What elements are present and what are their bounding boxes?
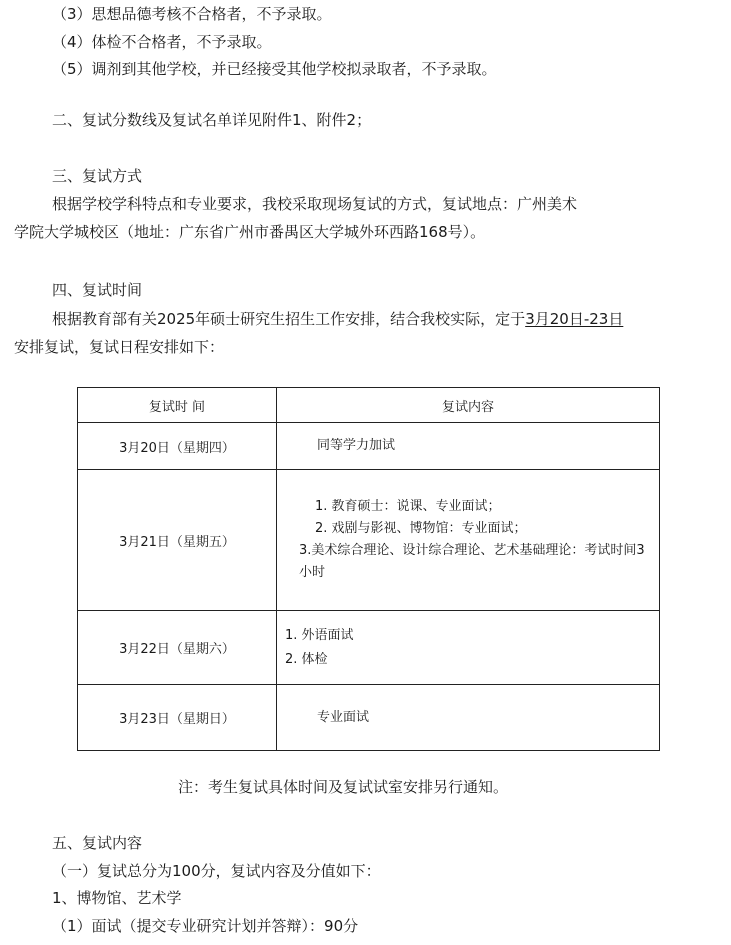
- content-line: 专业面试: [317, 709, 370, 725]
- table-row: [78, 685, 660, 751]
- row-date: 3月23日（星期日）: [78, 685, 277, 751]
- content-line: 同等学力加试: [317, 438, 396, 453]
- table-row: [78, 423, 660, 470]
- row-content: [277, 611, 660, 685]
- section-2-heading: 二、复试分数线及复试名单详见附件1、附件2；: [52, 111, 372, 129]
- section-4-heading: 四、复试时间: [52, 281, 143, 299]
- section-3-text-line2: 学院大学城校区（地址：广东省广州市番禺区大学城外环西路168号）。: [14, 223, 486, 241]
- schedule-table: [77, 387, 660, 751]
- exam-date-range: 3月20日-23日: [525, 310, 624, 328]
- content-line: 1. 外语面试: [285, 627, 354, 643]
- row-content: [277, 685, 660, 751]
- rule-5: （5）调剂到其他学校，并已经接受其他学校拟录取者，不予录取。: [52, 60, 497, 78]
- row-date: 3月22日（星期六）: [78, 611, 277, 685]
- rule-4: （4）体检不合格者，不予录取。: [52, 33, 272, 51]
- table-header-row: [78, 388, 660, 423]
- row-date: 3月21日（星期五）: [78, 470, 277, 611]
- header-date: 复试时 间: [78, 388, 277, 423]
- section-4-text-pre: 根据教育部有关2025年硕士研究生招生工作安排，结合我校实际，定于: [52, 310, 526, 328]
- section-4-text-line1: [52, 309, 623, 329]
- table-note: 注：考生复试具体时间及复试试室安排另行通知。: [178, 778, 509, 796]
- section-3-text-line1: 根据学校学科特点和专业要求，我校采取现场复试的方式，复试地点：广州美术: [52, 195, 578, 213]
- content-line: 2. 戏剧与影视、博物馆：专业面试；: [315, 521, 527, 536]
- table-row: [78, 470, 660, 611]
- header-content: 复试内容: [277, 388, 660, 423]
- section-4-text-line2: 安排复试，复试日程安排如下：: [14, 338, 225, 356]
- section-5-sub1: （一）复试总分为100分，复试内容及分值如下：: [52, 862, 381, 880]
- content-line: 2. 体检: [285, 651, 328, 667]
- row-content: [277, 423, 660, 470]
- table-row: [78, 611, 660, 685]
- rule-3: （3）思想品德考核不合格者，不予录取。: [52, 5, 332, 23]
- row-date: 3月20日（星期四）: [78, 423, 277, 470]
- content-line: 1. 教育硕士：说课、专业面试；: [315, 499, 501, 514]
- row-content: [277, 470, 660, 611]
- content-line: 3.美术综合理论、设计综合理论、艺术基础理论：考试时间3小时: [299, 543, 645, 580]
- section-5-item1: 1、博物馆、艺术学: [52, 889, 182, 907]
- section-3-heading: 三、复试方式: [52, 167, 143, 185]
- section-5-heading: 五、复试内容: [52, 834, 143, 852]
- section-5-item1a: （1）面试（提交专业研究计划并答辩）：90分: [52, 917, 359, 935]
